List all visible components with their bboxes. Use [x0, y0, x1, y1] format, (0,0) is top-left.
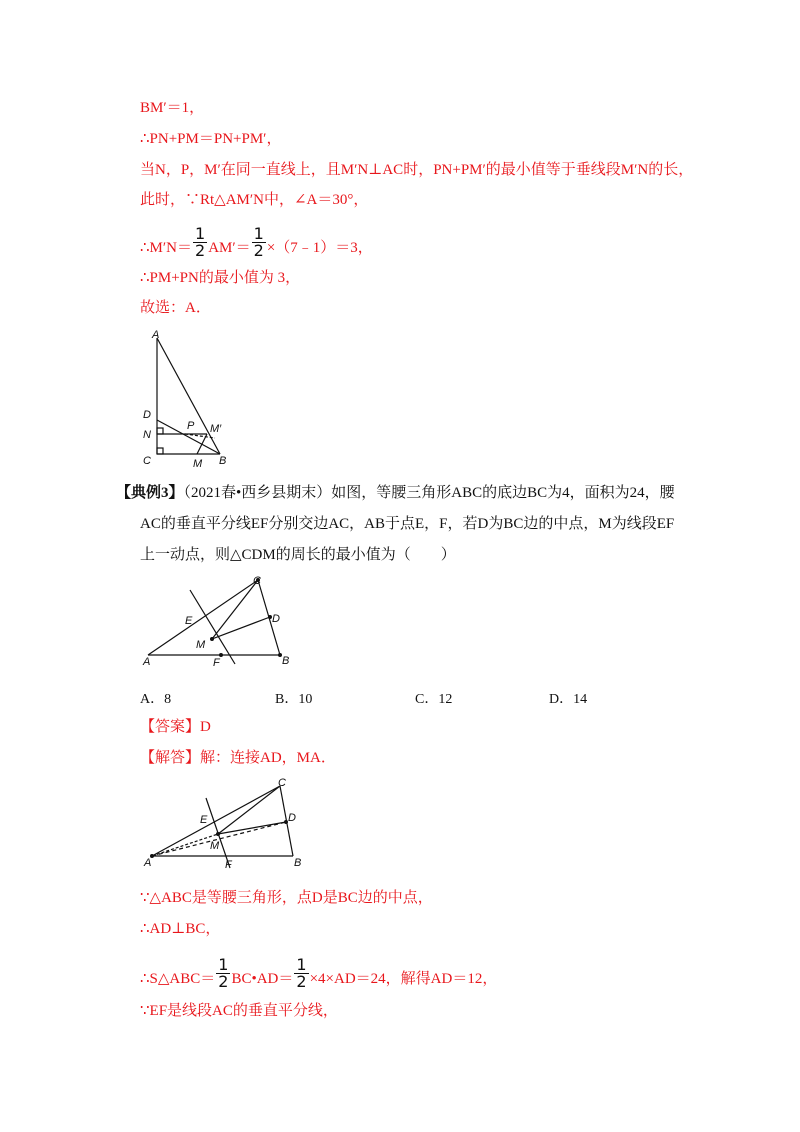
line5-part-b: AM′＝: [208, 239, 251, 256]
line5-part-a: ∴M′N＝: [140, 239, 192, 256]
fig2-label-A: A: [143, 656, 151, 668]
sol3-part-a: ∴S△ABC＝: [140, 970, 216, 987]
solution-line-2: ∴PN+PM＝PN+PM′，: [140, 131, 282, 147]
solution-line-7: 故选：A．: [140, 300, 211, 316]
sol3-part-c: ×4×AD＝24，解得AD＝12，: [309, 970, 498, 987]
sol-line-1: ∵△ABC是等腰三角形，点D是BC边的中点，: [140, 890, 433, 906]
fig2-label-D: D: [272, 613, 280, 625]
fig1-label-D: D: [143, 409, 151, 421]
fig3-label-C: C: [278, 777, 286, 789]
figure-3-isosceles-triangle-with-ad: [140, 772, 320, 872]
choice-a: A．8: [140, 692, 172, 707]
fraction-half-1: $\frac{1}{2}$: [195, 224, 206, 260]
choice-d: D．14: [549, 692, 588, 707]
solution-line-4: 此时，∵Rt△AM′N中，∠A＝30°，: [140, 192, 369, 208]
solution-line-5: [140, 224, 373, 265]
fig1-label-C: C: [143, 455, 151, 467]
fig3-label-F: F: [225, 859, 232, 871]
figure-1-right-triangle: [135, 326, 245, 474]
fig2-label-F: F: [213, 657, 220, 668]
sol-line-4: ∵EF是线段AC的垂直平分线，: [140, 1003, 338, 1019]
fig2-label-M: M: [196, 639, 206, 651]
fig1-label-Mp: M′: [210, 423, 222, 435]
example-line-1: [116, 483, 675, 503]
answer-tag: 【答案】: [140, 719, 201, 735]
example-text-1: （2021春•西乡县期末）如图，等腰三角形ABC的底边BC为4，面积为24，腰: [183, 485, 675, 501]
choice-b: B．10: [275, 692, 313, 707]
example-tag: 【典例3】: [116, 485, 184, 501]
answer-line: [140, 717, 211, 737]
sol-line-2: ∴AD⊥BC，: [140, 921, 221, 937]
solution-line-1: BM′＝1，: [140, 100, 205, 116]
fig1-label-P: P: [187, 420, 195, 432]
fraction-half-2: $\frac{1}{2}$: [253, 224, 264, 260]
fig3-label-A: A: [144, 857, 152, 869]
example-line-2: AC的垂直平分线EF分别交边AC，AB于点E，F，若D为BC边的中点，M为线段EF: [140, 516, 675, 532]
fraction-half-3: $\frac{1}{2}$: [218, 955, 229, 991]
fig3-label-B: B: [294, 857, 302, 869]
fig1-label-M: M: [193, 458, 203, 470]
solution-tag: 【解答】: [140, 750, 201, 766]
fraction-half-4: $\frac{1}{2}$: [296, 955, 307, 991]
fig2-label-E: E: [185, 615, 193, 627]
example-line-3: 上一动点，则△CDM的周长的最小值为（ ）: [140, 547, 456, 563]
fig1-label-N: N: [143, 429, 151, 441]
sol-line-3: [140, 955, 498, 996]
answer-value: D: [200, 719, 211, 735]
solution-line-6: ∴PM+PN的最小值为 3，: [140, 270, 301, 286]
figure-2-isosceles-triangle: [140, 572, 300, 668]
choice-c: C．12: [415, 692, 453, 707]
fig1-label-B: B: [219, 455, 227, 467]
fig2-label-C: C: [253, 575, 261, 587]
fig3-label-E: E: [200, 814, 208, 826]
line5-part-c: ×（7﹣1）＝3，: [266, 239, 373, 256]
fig3-label-M: M: [210, 840, 220, 852]
solution-header: [140, 748, 336, 768]
solution-intro: 解：连接AD，MA．: [200, 750, 336, 766]
fig3-label-D: D: [288, 812, 296, 824]
fig2-label-B: B: [282, 655, 290, 667]
sol3-part-b: BC•AD＝: [231, 970, 294, 987]
solution-line-3: 当N，P，M′在同一直线上，且M′N⊥AC时，PN+PM′的最小值等于垂线段M′N的长，: [140, 162, 694, 178]
fig1-label-A: A: [152, 329, 160, 341]
